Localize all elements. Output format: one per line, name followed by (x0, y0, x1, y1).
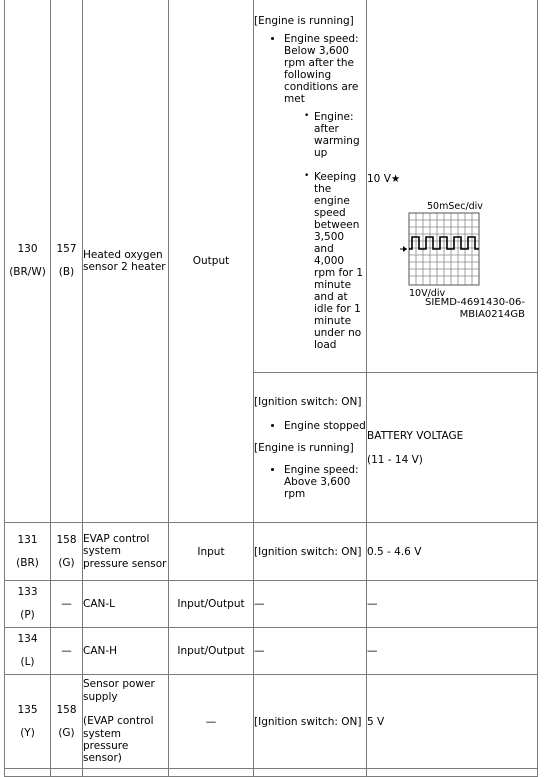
condition-cell: — (254, 581, 367, 628)
oscilloscope-figure (367, 191, 527, 320)
wire-color: (G) (58, 726, 75, 739)
condition-cell: [Ignition switch: ON] (254, 523, 367, 581)
scope-volt-label: 10V/div (409, 287, 446, 299)
table-row (5, 769, 538, 777)
condition-sublist (284, 111, 366, 351)
terminal-number: 130 (17, 243, 38, 255)
terminal-plus-cell (5, 0, 51, 523)
description-text: Sensor power supply (83, 678, 155, 703)
terminal-minus-cell: — (51, 628, 83, 675)
table-row (5, 0, 538, 373)
terminal-plus-cell (5, 675, 51, 769)
terminal-plus-cell (5, 628, 51, 675)
terminal-number: 157 (56, 243, 77, 255)
io-cell: Input (169, 523, 254, 581)
terminal-minus-cell: — (51, 581, 83, 628)
terminal-number: 158 (56, 533, 77, 546)
value-cell: — (367, 628, 538, 675)
condition-subbullet: • Keeping the engine speed between 3,500 and 4,000 rpm for 1 minute and at idle for 1 minute under no load (314, 171, 366, 351)
condition-header: [Ignition switch: ON] (254, 395, 362, 408)
table-row (5, 523, 538, 581)
condition-bullet: • Engine speed: Above 3,600 rpm (284, 464, 366, 500)
voltage-label: BATTERY VOLTAGE (367, 429, 464, 442)
value-cell (367, 0, 538, 373)
condition-bullet (284, 33, 366, 351)
wire-color: (L) (20, 656, 35, 668)
condition-list (254, 464, 366, 500)
oscilloscope-graph (367, 191, 527, 309)
wire-color: (BR) (16, 556, 39, 569)
terminal-minus-cell (51, 523, 83, 581)
value-cell: 5 V (367, 675, 538, 769)
io-cell: Input/Output (169, 581, 254, 628)
wire-color: (Y) (20, 726, 35, 739)
description-cell: CAN-H (83, 628, 169, 675)
io-cell: Output (169, 0, 254, 523)
condition-cell (254, 0, 367, 373)
io-cell: Input/Output (169, 628, 254, 675)
condition-list (254, 33, 366, 351)
io-cell: — (169, 675, 254, 769)
wire-color: (G) (58, 556, 75, 569)
table-row (5, 675, 538, 769)
value-cell: — (367, 581, 538, 628)
condition-list (254, 420, 366, 432)
voltage-value: 10 V★ (367, 172, 401, 185)
condition-cell: — (254, 628, 367, 675)
terminal-table (4, 0, 538, 777)
scope-time-label: 50mSec/div (427, 200, 483, 212)
table-row (5, 581, 538, 628)
condition-cell: [Ignition switch: ON] (254, 675, 367, 769)
condition-header: [Engine is running] (254, 441, 354, 454)
terminal-number: 135 (17, 703, 38, 716)
description-cell: Heated oxygen sensor 2 heater (83, 0, 169, 523)
condition-text: Engine speed: Below 3,600 rpm after the following conditions are met (284, 33, 359, 105)
terminal-number: 131 (17, 533, 38, 546)
description-note: (EVAP control system pressure sensor) (83, 715, 154, 765)
condition-header: [Engine is running] (254, 15, 354, 27)
description-cell (83, 675, 169, 769)
terminal-minus-cell (51, 0, 83, 523)
table-row (5, 628, 538, 675)
description-cell: CAN-L (83, 581, 169, 628)
figure-id: SIEMD-4691430-06-MBIA0214GB (424, 296, 525, 320)
terminal-minus-cell (51, 675, 83, 769)
wire-color: (P) (20, 609, 35, 621)
terminal-number: 134 (17, 633, 38, 645)
terminal-number: 158 (56, 703, 77, 716)
value-cell: 0.5 - 4.6 V (367, 523, 538, 581)
description-cell: EVAP control system pressure sensor (83, 523, 169, 581)
voltage-range: (11 - 14 V) (367, 453, 423, 466)
condition-subbullet: • Engine: after warming up (314, 111, 366, 159)
wire-color: (B) (58, 266, 75, 278)
terminal-plus-cell (5, 581, 51, 628)
value-cell (367, 373, 538, 523)
condition-cell (254, 373, 367, 523)
terminal-plus-cell (5, 523, 51, 581)
terminal-number: 133 (17, 586, 38, 598)
condition-bullet: • Engine stopped (284, 420, 366, 432)
wire-color: (BR/W) (9, 266, 46, 278)
